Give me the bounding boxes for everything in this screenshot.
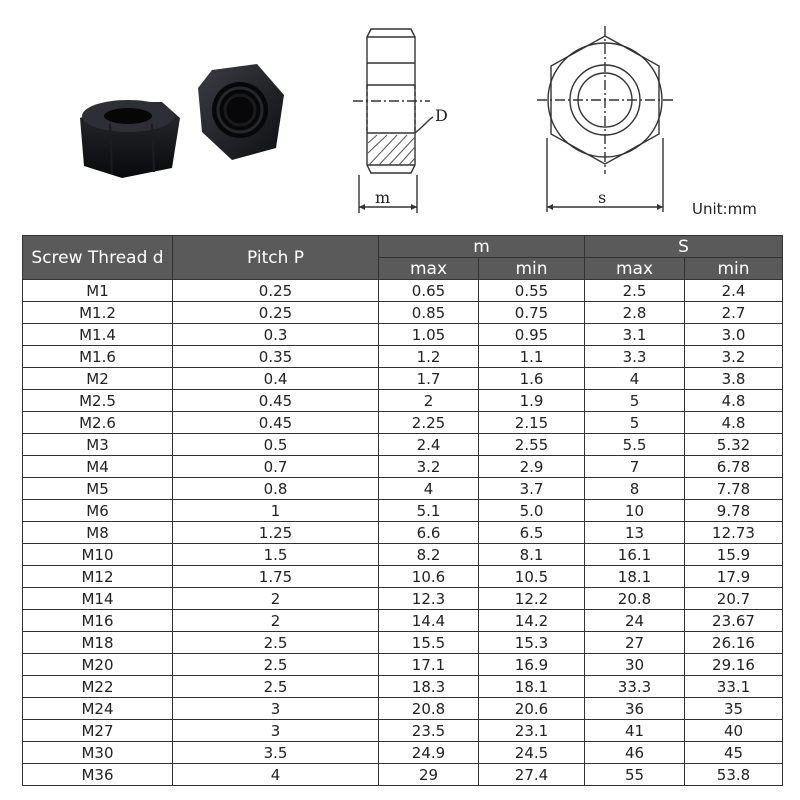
cell-m-max: 20.8 [379, 698, 479, 720]
table-row [23, 764, 783, 786]
cell-m-min: 2.9 [479, 456, 585, 478]
cell-m-min: 2.55 [479, 434, 585, 456]
cell-s-min: 45 [685, 742, 783, 764]
cell-pitch: 0.7 [173, 456, 379, 478]
cell-pitch: 1.75 [173, 566, 379, 588]
cell-m-min: 6.5 [479, 522, 585, 544]
cell-s-max: 8 [585, 478, 685, 500]
cell-pitch: 0.25 [173, 302, 379, 324]
header-s-min: min [685, 258, 783, 280]
cell-s-max: 30 [585, 654, 685, 676]
cell-screw-thread: M20 [23, 654, 173, 676]
cell-s-max: 7 [585, 456, 685, 478]
side-view-drawing [335, 25, 475, 220]
cell-screw-thread: M6 [23, 500, 173, 522]
cell-m-max: 4 [379, 478, 479, 500]
cell-s-min: 3.0 [685, 324, 783, 346]
table-row [23, 324, 783, 346]
cell-m-min: 0.95 [479, 324, 585, 346]
cell-m-max: 14.4 [379, 610, 479, 632]
diagram-label-d: D [435, 106, 448, 125]
cell-pitch: 2.5 [173, 676, 379, 698]
cell-s-min: 2.4 [685, 280, 783, 302]
cell-s-min: 9.78 [685, 500, 783, 522]
cell-pitch: 3.5 [173, 742, 379, 764]
cell-screw-thread: M27 [23, 720, 173, 742]
cell-m-min: 3.7 [479, 478, 585, 500]
cell-m-min: 12.2 [479, 588, 585, 610]
cell-m-max: 23.5 [379, 720, 479, 742]
cell-s-min: 4.8 [685, 390, 783, 412]
cell-m-min: 1.9 [479, 390, 585, 412]
cell-s-max: 55 [585, 764, 685, 786]
cell-s-max: 2.5 [585, 280, 685, 302]
cell-s-min: 26.16 [685, 632, 783, 654]
cell-pitch: 0.4 [173, 368, 379, 390]
cell-s-min: 4.8 [685, 412, 783, 434]
cell-s-max: 46 [585, 742, 685, 764]
cell-screw-thread: M10 [23, 544, 173, 566]
cell-screw-thread: M30 [23, 742, 173, 764]
cell-m-min: 2.15 [479, 412, 585, 434]
cell-m-max: 17.1 [379, 654, 479, 676]
cell-m-max: 2.4 [379, 434, 479, 456]
cell-pitch: 0.35 [173, 346, 379, 368]
header-m-max: max [379, 258, 479, 280]
nut-left-icon [80, 100, 180, 178]
table-row [23, 566, 783, 588]
cell-m-min: 1.6 [479, 368, 585, 390]
cell-m-min: 15.3 [479, 632, 585, 654]
cell-s-min: 35 [685, 698, 783, 720]
cell-s-min: 7.78 [685, 478, 783, 500]
table-row [23, 346, 783, 368]
table-row [23, 500, 783, 522]
cell-s-max: 5.5 [585, 434, 685, 456]
cell-m-max: 0.65 [379, 280, 479, 302]
table-body [23, 280, 783, 786]
cell-pitch: 2 [173, 610, 379, 632]
cell-pitch: 0.5 [173, 434, 379, 456]
cell-screw-thread: M36 [23, 764, 173, 786]
header-screw-thread: Screw Thread d [23, 236, 173, 280]
cell-m-max: 1.7 [379, 368, 479, 390]
cell-pitch: 1.25 [173, 522, 379, 544]
cell-screw-thread: M2 [23, 368, 173, 390]
cell-s-min: 12.73 [685, 522, 783, 544]
cell-s-max: 33.3 [585, 676, 685, 698]
cell-s-min: 17.9 [685, 566, 783, 588]
table-row [23, 456, 783, 478]
cell-s-min: 2.7 [685, 302, 783, 324]
table-row [23, 522, 783, 544]
table-row [23, 368, 783, 390]
cell-s-max: 36 [585, 698, 685, 720]
unit-label: Unit:mm [692, 200, 757, 218]
cell-screw-thread: M22 [23, 676, 173, 698]
cell-m-max: 0.85 [379, 302, 479, 324]
cell-m-min: 23.1 [479, 720, 585, 742]
nut-right-icon [198, 64, 284, 160]
cell-m-max: 12.3 [379, 588, 479, 610]
cell-pitch: 3 [173, 720, 379, 742]
cell-screw-thread: M1.2 [23, 302, 173, 324]
cell-m-max: 5.1 [379, 500, 479, 522]
cell-screw-thread: M24 [23, 698, 173, 720]
cell-m-min: 0.55 [479, 280, 585, 302]
header-s: S [585, 236, 783, 258]
cell-m-min: 27.4 [479, 764, 585, 786]
cell-screw-thread: M12 [23, 566, 173, 588]
cell-m-max: 29 [379, 764, 479, 786]
cell-m-min: 16.9 [479, 654, 585, 676]
top-view-drawing [535, 12, 675, 217]
cell-s-max: 3.1 [585, 324, 685, 346]
cell-m-min: 1.1 [479, 346, 585, 368]
cell-pitch: 0.45 [173, 390, 379, 412]
cell-s-max: 18.1 [585, 566, 685, 588]
header-s-max: max [585, 258, 685, 280]
cell-s-max: 41 [585, 720, 685, 742]
cell-s-max: 5 [585, 412, 685, 434]
cell-s-min: 15.9 [685, 544, 783, 566]
cell-pitch: 0.8 [173, 478, 379, 500]
cell-s-max: 5 [585, 390, 685, 412]
cell-screw-thread: M18 [23, 632, 173, 654]
cell-s-min: 53.8 [685, 764, 783, 786]
cell-m-max: 15.5 [379, 632, 479, 654]
cell-m-min: 5.0 [479, 500, 585, 522]
cell-s-max: 10 [585, 500, 685, 522]
table-row [23, 654, 783, 676]
cell-m-max: 18.3 [379, 676, 479, 698]
table-row [23, 698, 783, 720]
diagram-label-s: s [598, 188, 607, 207]
cell-screw-thread: M8 [23, 522, 173, 544]
table-row [23, 478, 783, 500]
table-row [23, 390, 783, 412]
cell-screw-thread: M1.4 [23, 324, 173, 346]
cell-s-min: 6.78 [685, 456, 783, 478]
header-m-min: min [479, 258, 585, 280]
cell-pitch: 3 [173, 698, 379, 720]
table-row [23, 412, 783, 434]
cell-s-min: 3.2 [685, 346, 783, 368]
cell-screw-thread: M2.6 [23, 412, 173, 434]
cell-pitch: 0.3 [173, 324, 379, 346]
cell-m-max: 8.2 [379, 544, 479, 566]
table-row [23, 632, 783, 654]
cell-s-min: 23.67 [685, 610, 783, 632]
cell-screw-thread: M5 [23, 478, 173, 500]
cell-m-max: 6.6 [379, 522, 479, 544]
cell-m-min: 24.5 [479, 742, 585, 764]
cell-s-min: 40 [685, 720, 783, 742]
cell-m-min: 14.2 [479, 610, 585, 632]
cell-m-max: 24.9 [379, 742, 479, 764]
cell-s-max: 20.8 [585, 588, 685, 610]
table-row [23, 720, 783, 742]
cell-s-max: 13 [585, 522, 685, 544]
cell-m-max: 1.2 [379, 346, 479, 368]
cell-m-max: 1.05 [379, 324, 479, 346]
cell-pitch: 1.5 [173, 544, 379, 566]
cell-m-min: 8.1 [479, 544, 585, 566]
cell-screw-thread: M4 [23, 456, 173, 478]
cell-pitch: 0.45 [173, 412, 379, 434]
table-row [23, 676, 783, 698]
table-row [23, 302, 783, 324]
cell-m-max: 10.6 [379, 566, 479, 588]
cell-m-min: 18.1 [479, 676, 585, 698]
cell-s-max: 2.8 [585, 302, 685, 324]
diagram-label-m: m [375, 188, 391, 207]
cell-s-min: 33.1 [685, 676, 783, 698]
cell-pitch: 2.5 [173, 632, 379, 654]
cell-pitch: 2.5 [173, 654, 379, 676]
table-row [23, 280, 783, 302]
hex-nut-photo [62, 50, 292, 200]
cell-s-min: 29.16 [685, 654, 783, 676]
cell-screw-thread: M1 [23, 280, 173, 302]
cell-m-max: 3.2 [379, 456, 479, 478]
table-row [23, 610, 783, 632]
cell-screw-thread: M2.5 [23, 390, 173, 412]
cell-pitch: 0.25 [173, 280, 379, 302]
cell-pitch: 2 [173, 588, 379, 610]
cell-m-min: 10.5 [479, 566, 585, 588]
cell-s-max: 3.3 [585, 346, 685, 368]
cell-screw-thread: M3 [23, 434, 173, 456]
header-m: m [379, 236, 585, 258]
table-row [23, 742, 783, 764]
cell-s-min: 20.7 [685, 588, 783, 610]
table-row [23, 544, 783, 566]
cell-s-max: 4 [585, 368, 685, 390]
cell-s-max: 16.1 [585, 544, 685, 566]
header-pitch: Pitch P [173, 236, 379, 280]
table-row [23, 588, 783, 610]
cell-m-min: 0.75 [479, 302, 585, 324]
cell-m-max: 2 [379, 390, 479, 412]
cell-s-min: 5.32 [685, 434, 783, 456]
cell-screw-thread: M16 [23, 610, 173, 632]
cell-s-max: 24 [585, 610, 685, 632]
dimension-table [22, 235, 783, 786]
table-row [23, 434, 783, 456]
cell-s-max: 27 [585, 632, 685, 654]
cell-m-min: 20.6 [479, 698, 585, 720]
cell-pitch: 4 [173, 764, 379, 786]
cell-screw-thread: M14 [23, 588, 173, 610]
cell-s-min: 3.8 [685, 368, 783, 390]
cell-m-max: 2.25 [379, 412, 479, 434]
cell-screw-thread: M1.6 [23, 346, 173, 368]
cell-pitch: 1 [173, 500, 379, 522]
